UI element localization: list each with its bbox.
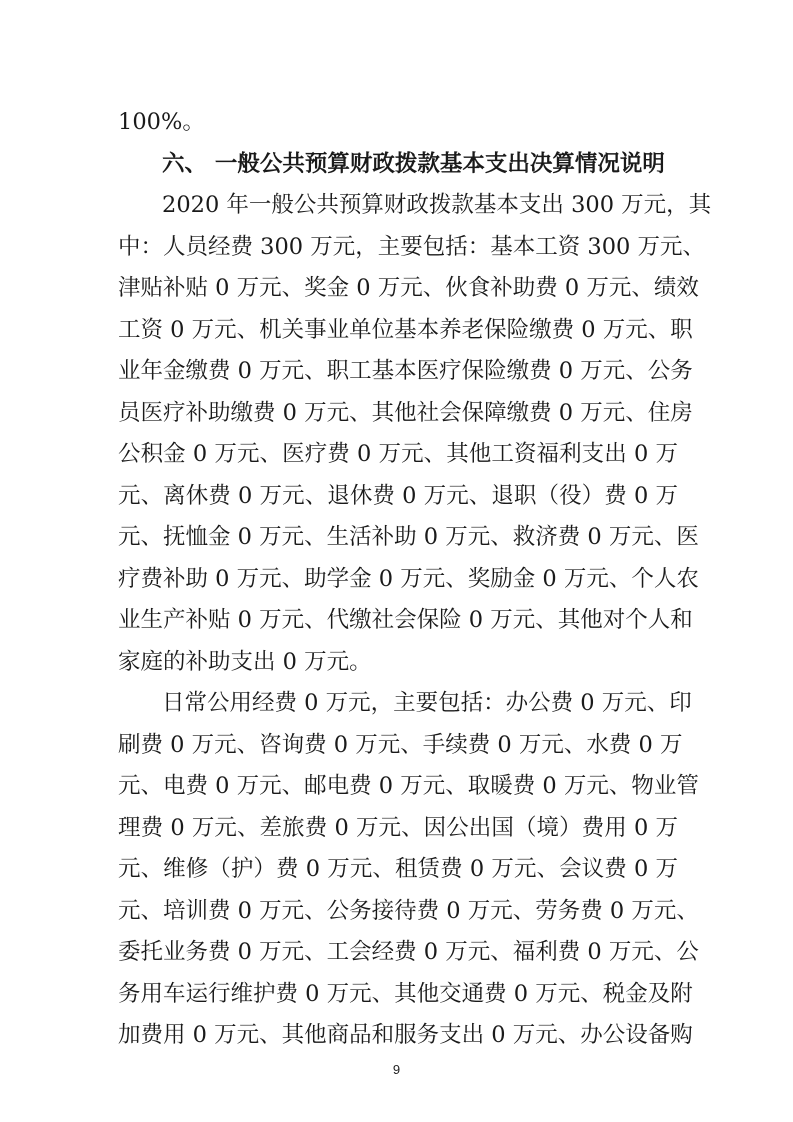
paragraph-line: 刷费 0 万元、咨询费 0 万元、手续费 0 万元、水费 0 万: [118, 732, 683, 758]
paragraph-line: 加费用 0 万元、其他商品和服务支出 0 万元、办公设备购: [118, 1022, 693, 1048]
paragraph-line: 家庭的补助支出 0 万元。: [118, 649, 372, 675]
paragraph-line: 元、培训费 0 万元、公务接待费 0 万元、劳务费 0 万元、: [118, 898, 699, 924]
paragraph-line: 务用车运行维护费 0 万元、其他交通费 0 万元、税金及附: [118, 981, 693, 1007]
paragraph-line: 元、电费 0 万元、邮电费 0 万元、取暖费 0 万元、物业管: [118, 773, 699, 799]
paragraph-line: 津贴补贴 0 万元、奖金 0 万元、伙食补助费 0 万元、绩效: [118, 275, 699, 301]
paragraph-line: 业生产补贴 0 万元、代缴社会保险 0 万元、其他对个人和: [118, 607, 693, 633]
paragraph-line: 员医疗补助缴费 0 万元、其他社会保障缴费 0 万元、住房: [118, 400, 693, 426]
section-heading: 六、 一般公共预算财政拨款基本支出决算情况说明: [162, 151, 665, 177]
paragraph-line: 中：人员经费 300 万元，主要包括：基本工资 300 万元、: [118, 234, 706, 260]
page-number: 9: [392, 1062, 401, 1077]
paragraph-line: 工资 0 万元、机关事业单位基本养老保险缴费 0 万元、职: [118, 317, 693, 343]
paragraph-line: 业年金缴费 0 万元、职工基本医疗保险缴费 0 万元、公务: [118, 358, 693, 384]
paragraph-line: 元、维修（护）费 0 万元、租赁费 0 万元、会议费 0 万: [118, 856, 678, 882]
paragraph-line: 委托业务费 0 万元、工会经费 0 万元、福利费 0 万元、公: [118, 939, 699, 965]
paragraph-line: 元、抚恤金 0 万元、生活补助 0 万元、救济费 0 万元、医: [118, 524, 699, 550]
paragraph-line: 理费 0 万元、差旅费 0 万元、因公出国（境）费用 0 万: [118, 815, 678, 841]
paragraph-line: 公积金 0 万元、医疗费 0 万元、其他工资福利支出 0 万: [118, 441, 678, 467]
intro-line: 100%。: [118, 109, 205, 135]
paragraph-line: 日常公用经费 0 万元，主要包括：办公费 0 万元、印: [162, 690, 692, 716]
paragraph-line: 疗费补助 0 万元、助学金 0 万元、奖励金 0 万元、个人农: [118, 566, 699, 592]
paragraph-line: 元、离休费 0 万元、退休费 0 万元、退职（役）费 0 万: [118, 483, 678, 509]
paragraph-line: 2020 年一般公共预算财政拨款基本支出 300 万元，其: [162, 192, 712, 218]
